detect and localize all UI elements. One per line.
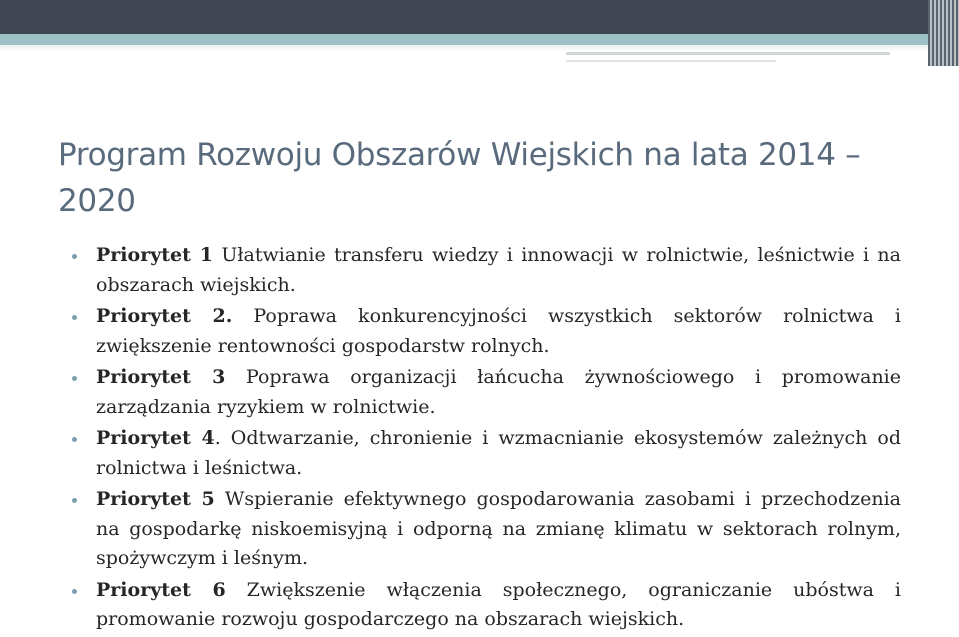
priority-item <box>72 576 901 635</box>
bullet-icon <box>72 315 77 320</box>
priority-text: . Odtwarzanie, chronienie i wzmacnianie ekosystemów zależnych od rolnictwa i leśnictwa. <box>96 427 901 479</box>
header-thin-line <box>566 52 890 55</box>
bullet-icon <box>72 498 77 503</box>
priority-label: Priorytet 1 <box>96 244 214 266</box>
priority-item <box>72 241 901 300</box>
priority-item <box>72 485 901 574</box>
header-band-shadow <box>0 45 928 51</box>
priority-list <box>72 241 901 637</box>
priority-label: Priorytet 2. <box>96 305 233 327</box>
header-band-teal <box>0 34 928 45</box>
priority-text: Ułatwianie transferu wiedzy i innowacji w rolnictwie, leśnictwie i na obszarach wiejskich. <box>96 244 902 296</box>
priority-label: Priorytet 4 <box>96 427 215 449</box>
header-band-dark <box>0 0 928 34</box>
priority-item <box>72 363 901 422</box>
header-thin-line-short <box>566 60 776 62</box>
slide-title: Program Rozwoju Obszarów Wiejskich na lata 2014 – 2020 <box>58 137 861 219</box>
priority-label: Priorytet 3 <box>96 366 226 388</box>
bullet-icon <box>72 254 77 259</box>
priority-label: Priorytet 6 <box>96 578 226 601</box>
priority-item <box>72 424 901 483</box>
bullet-icon <box>72 376 77 381</box>
priority-text: Poprawa organizacji łańcucha żywnościowego i promowanie zarządzania ryzykiem w rolnictwie. <box>96 366 901 418</box>
priority-text: Poprawa konkurencyjności wszystkich sektorów rolnictwa i zwiększenie rentowności gospodarstw rolnych. <box>96 305 901 357</box>
header-stripes <box>928 0 959 66</box>
priority-label: Priorytet 5 <box>96 488 215 510</box>
priority-text: Wspieranie efektywnego gospodarowania zasobami i przechodzenia na gospodarkę niskoemisyjną i odporną na zmianę klimatu w sektorach rolnym, spożywczym i leśnym. <box>96 488 901 569</box>
bullet-icon <box>72 437 77 442</box>
bullet-icon <box>72 589 77 594</box>
priority-text: Zwiększenie włączenia społecznego, ograniczanie ubóstwa i promowanie rozwoju gospodarczego na obszarach wiejskich. <box>96 578 902 630</box>
priority-item <box>72 302 901 361</box>
